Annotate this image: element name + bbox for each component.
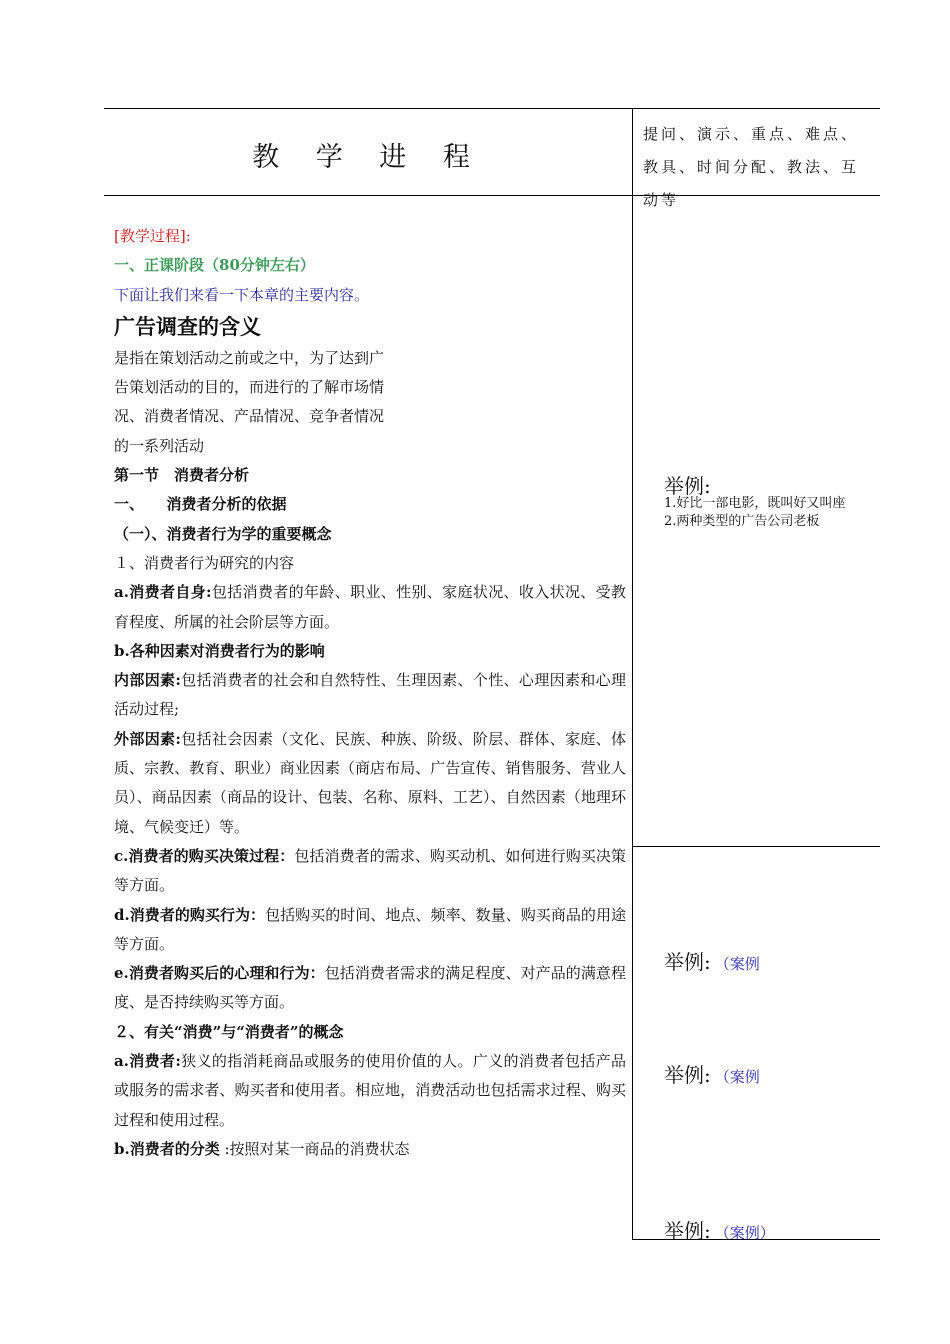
paragraph-outer-factors: 外部因素:包括社会因素（文化、民族、种族、阶级、阶层、群体、家庭、体质、宗教、教育、职业）商业因素（商店布局、广告宣传、销售服务、营业人员）、商品因素（商品的设计、包装、名称、原料、工艺）、自然因素（地理环境、气候变迁）等。 xyxy=(114,729,626,836)
case-link: （案例 xyxy=(714,1068,760,1086)
example-label-1: 举例: xyxy=(664,474,711,498)
case-link: （案例） xyxy=(714,1224,775,1242)
example-label-4: 举例: （案例） xyxy=(664,1219,775,1243)
example-label-2: 举例: （案例 xyxy=(664,950,760,974)
paragraph-inner-factors: 内部因素:包括消费者的社会和自然特性、生理因素、个性、心理因素和心理活动过程; xyxy=(114,671,626,719)
definition-line: 告策划活动的目的，而进行的了解市场情 xyxy=(114,378,385,397)
stage-heading: 一、正课阶段（80分钟左右） xyxy=(114,256,315,275)
paragraph-d: d.消费者的购买行为：包括购买的时间、地点、频率、数量、购买商品的用途等方面。 xyxy=(114,905,626,953)
paragraph-e: e.消费者购买后的心理和行为：包括消费者需求的满足程度、对产品的满意程度、是否持续购买等方面。 xyxy=(114,964,626,1012)
paragraph-a2: a.消费者:狭义的指消耗商品或服务的使用价值的人。广义的消费者包括产品或服务的需求者、购买者和使用者。相应地，消费活动也包括需求过程、购买过程和使用过程。 xyxy=(114,1052,626,1129)
paragraph-a: a.消费者自身:包括消费者的年龄、职业、性别、家庭状况、收入状况、受教育程度、所属的社会阶层等方面。 xyxy=(114,583,626,631)
paragraph-c: c.消费者的购买决策过程：包括消费者的需求、购买动机、如何进行购买决策等方面。 xyxy=(114,846,626,895)
section-heading: 广告调查的含义 xyxy=(114,313,261,339)
definition-line: 的一系列活动 xyxy=(114,436,205,455)
example-item: 1.好比一部电影，既叫好又叫座 xyxy=(664,496,846,511)
page-title: 教 学 进 程 xyxy=(252,142,484,173)
main-content xyxy=(114,222,626,1164)
subsection-title: 一、 消费者分析的依据 xyxy=(114,495,287,514)
column-divider xyxy=(632,108,633,1240)
example-label-3: 举例: （案例 xyxy=(664,1063,760,1087)
item-heading: １、消费者行为研究的内容 xyxy=(114,553,295,572)
process-label: [教学过程]: xyxy=(114,227,191,245)
paragraph-b-label: b.各种因素对消费者行为的影响 xyxy=(114,641,325,660)
definition-line: 况、消费者情况、产品情况、竞争者情况 xyxy=(114,407,385,426)
example-item: 2.两种类型的广告公司老板 xyxy=(664,514,820,529)
side-cell-divider xyxy=(632,846,880,847)
chapter-section-title: 第一节 消费者分析 xyxy=(114,466,250,485)
example-items xyxy=(664,495,845,531)
case-link: （案例 xyxy=(714,955,760,973)
intro-text: 下面让我们来看一下本章的主要内容。 xyxy=(114,285,370,304)
paragraph-b2: b.消费者的分类 :按照对某一商品的消费状态 xyxy=(114,1139,410,1158)
definition-paragraph xyxy=(114,344,422,461)
definition-line: 是指在策划活动之前或之中，为了达到广 xyxy=(114,348,385,367)
item-heading-2: ２、有关“消费”与“消费者”的概念 xyxy=(114,1022,344,1041)
concept-title: （一）、消费者行为学的重要概念 xyxy=(114,524,332,543)
header-notes: 提问、演示、重点、难点、教具、时间分配、教法、互动等 xyxy=(643,125,860,209)
table-top-border xyxy=(104,108,880,109)
